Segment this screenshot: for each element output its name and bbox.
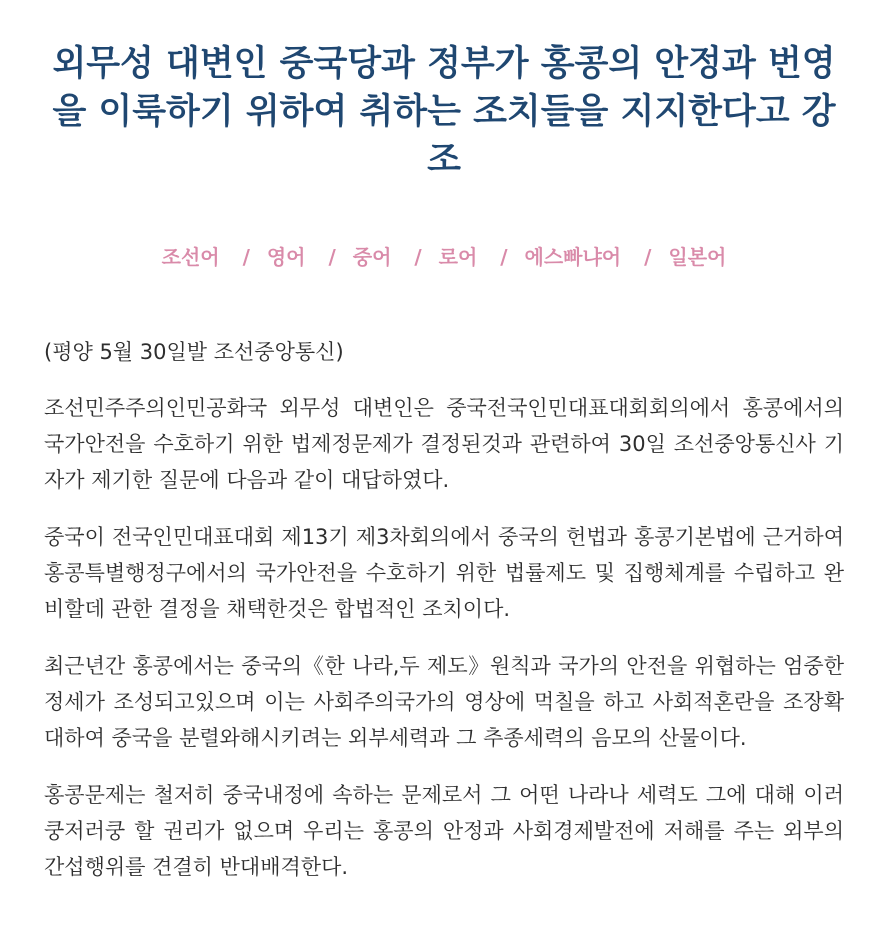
article-paragraph: 최근년간 홍콩에서는 중국의《한 나라,두 제도》원칙과 국가의 안전을 위협하는 엄중한 정세가 조성되고있으며 이는 사회주의국가의 영상에 먹칠을 하고 사회적혼란을 조장확대하여 중국을 분렬와해시키려는 외부세력과 그 추종세력의 음모의 산물이다. xyxy=(44,654,844,750)
lang-link-spanish[interactable]: 에스빠냐어 xyxy=(524,245,622,269)
lang-link-japanese[interactable]: 일본어 xyxy=(668,245,727,269)
article-title: 외무성 대변인 중국당과 정부가 홍콩의 안정과 번영을 이룩하기 위하여 취하는 조치들을 지지한다고 강조 xyxy=(52,44,836,180)
lang-link-russian[interactable]: 로어 xyxy=(438,245,478,269)
article-paragraph: 홍콩문제는 철저히 중국내정에 속하는 문제로서 그 어떤 나라나 세력도 그에 대해 이러쿵저러쿵 할 권리가 없으며 우리는 홍콩의 안정과 사회경제발전에 저해를 주는 외부의 간섭행위를 견결히 반대배격한다. xyxy=(44,783,844,879)
lang-separator: / xyxy=(644,245,652,269)
article-paragraph: 조선민주주의인민공화국 외무성 대변인은 중국전국인민대표대회회의에서 홍콩에서의 국가안전을 수호하기 위한 법제정문제가 결정된것과 관련하여 30일 조선중앙통신사 기자가 제기한 질문에 다음과 같이 대답하였다. xyxy=(44,396,844,492)
article-dateline: (평양 5월 30일발 조선중앙통신) xyxy=(44,340,344,364)
lang-separator: / xyxy=(242,245,250,269)
lang-separator: / xyxy=(500,245,508,269)
lang-link-chinese[interactable]: 중어 xyxy=(352,245,392,269)
article-body xyxy=(44,334,844,899)
lang-separator: / xyxy=(414,245,422,269)
language-nav xyxy=(44,242,844,272)
article-paragraph: 중국이 전국인민대표대회 제13기 제3차회의에서 중국의 헌법과 홍콩기본법에 근거하여 홍콩특별행정구에서의 국가안전을 수호하기 위한 법률제도 및 집행체계를 수립하고 완비할데 관한 결정을 채택한것은 합법적인 조치이다. xyxy=(44,525,844,621)
lang-link-english[interactable]: 영어 xyxy=(266,245,306,269)
lang-link-korean[interactable]: 조선어 xyxy=(161,245,220,269)
lang-separator: / xyxy=(328,245,336,269)
